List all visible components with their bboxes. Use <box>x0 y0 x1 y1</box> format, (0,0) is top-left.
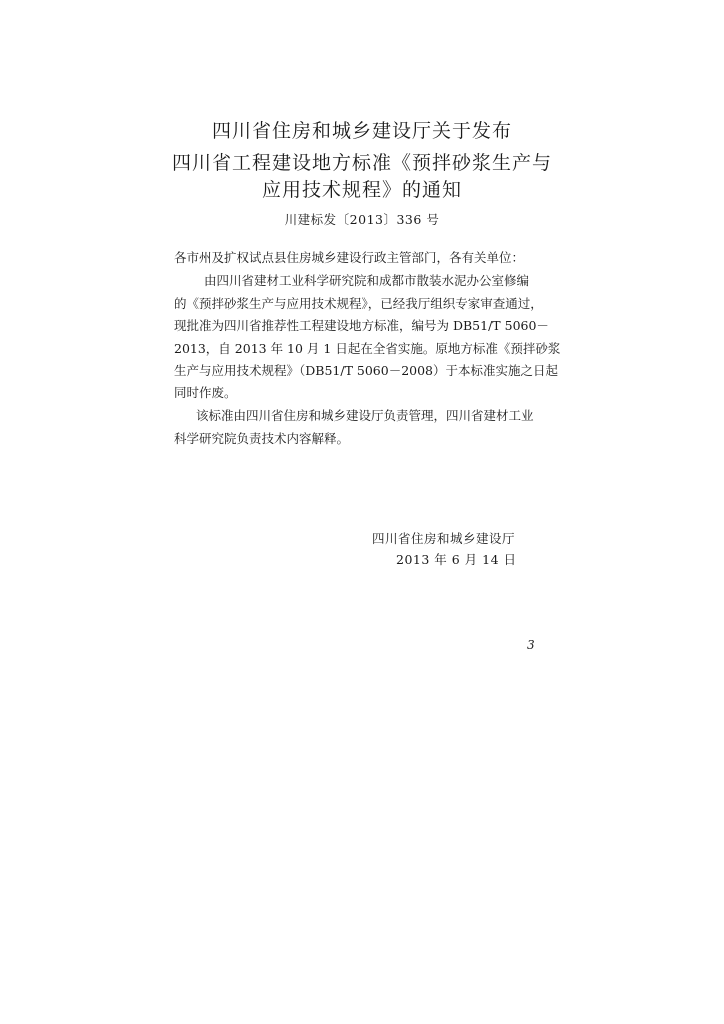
body-line: 同时作废。 <box>174 385 237 400</box>
body-line: 2013，自 2013 年 10 月 1 日起在全省实施。原地方标准《预拌砂浆 <box>174 341 561 356</box>
body-line: 科学研究院负责技术内容解释。 <box>174 431 350 446</box>
body-line: 的《预拌砂浆生产与应用技术规程》，已经我厅组织专家审查通过， <box>174 296 543 311</box>
body-line: 生产与应用技术规程》（DB51/T 5060－2008）于本标准实施之日起 <box>174 363 559 378</box>
body-line: 该标准由四川省住房和城乡建设厅负责管理，四川省建材工业 <box>196 408 534 423</box>
salutation: 各市州及扩权试点县住房城乡建设行政主管部门，各有关单位： <box>174 250 525 265</box>
title-line-2: 四川省工程建设地方标准《预拌砂浆生产与 <box>171 152 552 174</box>
document-number: 川建标发〔2013〕336 号 <box>284 212 440 227</box>
signature-organization: 四川省住房和城乡建设厅 <box>372 531 516 546</box>
signature-date: 2013 年 6 月 14 日 <box>396 552 517 567</box>
body-line: 由四川省建材工业科学研究院和成都市散装水泥办公室修编 <box>204 273 530 288</box>
body-line: 现批准为四川省推荐性工程建设地方标准，编号为 DB51/T 5060－ <box>174 318 549 333</box>
title-line-1: 四川省住房和城乡建设厅关于发布 <box>211 120 512 142</box>
title-line-3: 应用技术规程》的通知 <box>261 179 462 201</box>
page-number: 3 <box>527 638 535 652</box>
